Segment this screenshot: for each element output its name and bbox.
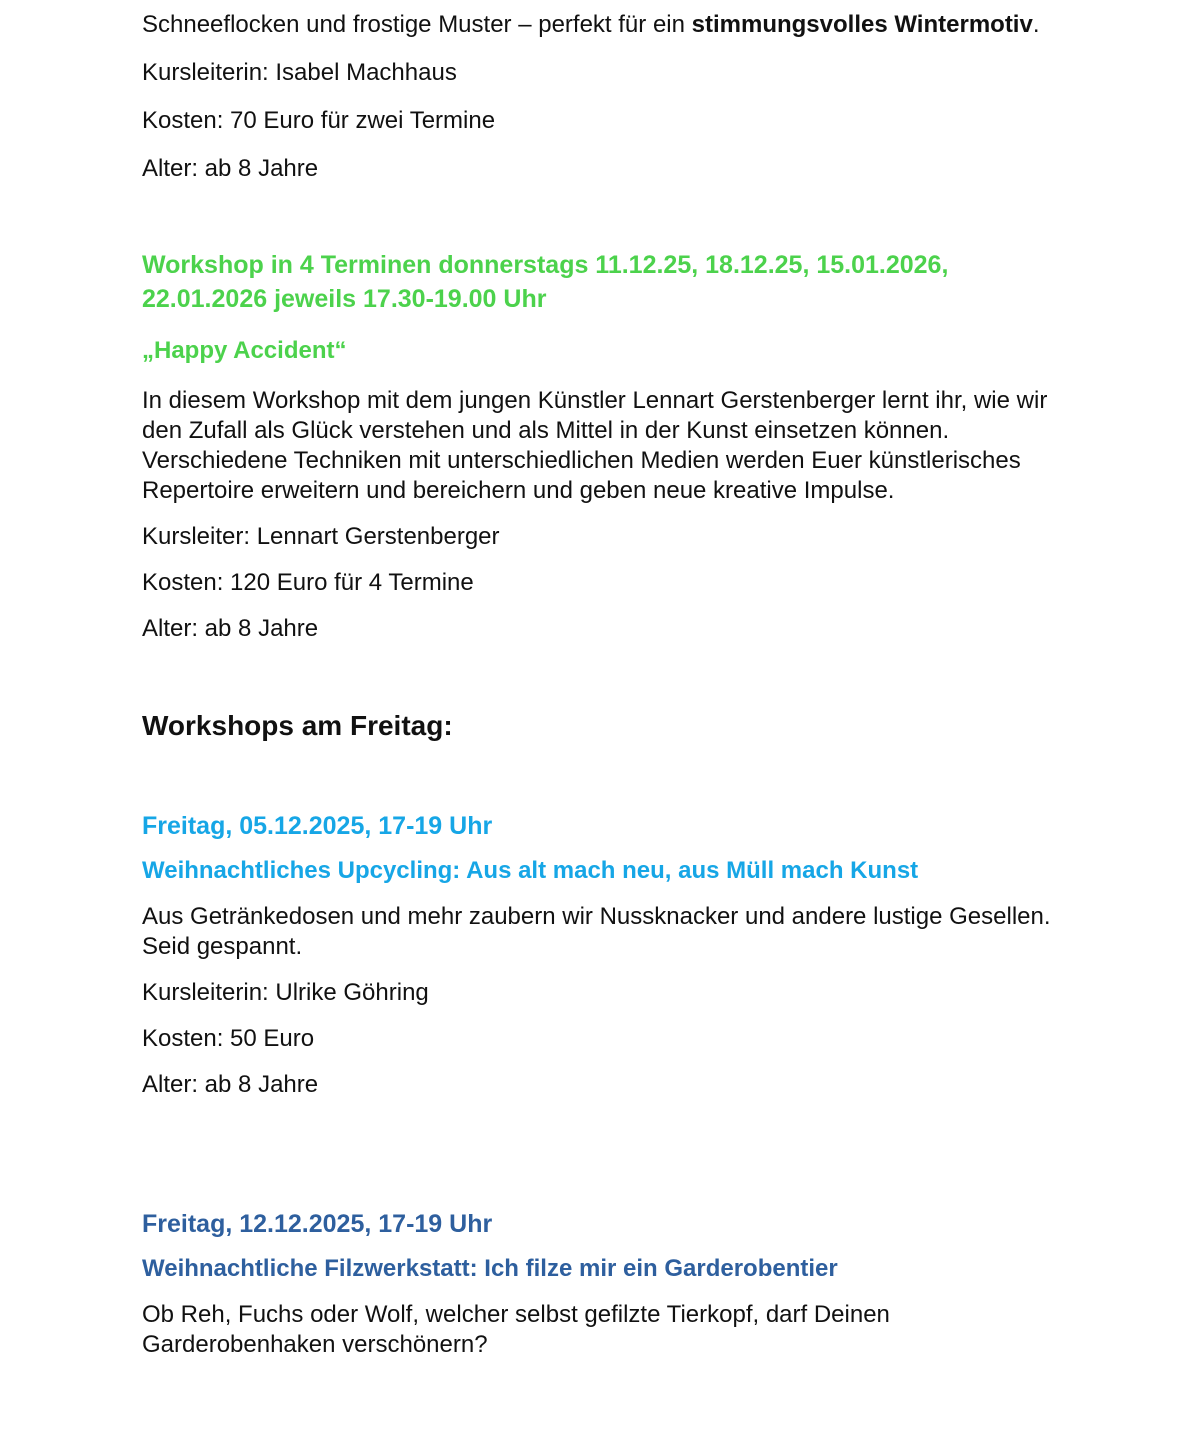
filz-title: Weihnachtliche Filzwerkstatt: Ich filze mir ein Garderobentier bbox=[142, 1255, 838, 1282]
happy-accident-age: Alter: ab 8 Jahre bbox=[142, 615, 319, 642]
filz-date: Freitag, 12.12.2025, 17-19 Uhr bbox=[142, 1210, 493, 1238]
article-content bbox=[142, 10, 1062, 1376]
friday-section-heading: Workshops am Freitag: bbox=[142, 710, 453, 741]
happy-accident-leader: Kursleiter: Lennart Gerstenberger bbox=[142, 523, 500, 550]
intro-text-end: . bbox=[1032, 11, 1040, 38]
happy-accident-title: „Happy Accident“ bbox=[142, 337, 347, 364]
happy-accident-cost: Kosten: 120 Euro für 4 Termine bbox=[142, 569, 474, 596]
happy-accident-description: In diesem Workshop mit dem jungen Künstler Lennart Gerstenberger lernt ihr, wie wir den Zufall als Glück verstehen und als Mittel in der Kunst einsetzen können. Verschiedene Techniken mit unterschiedlichen Medien werden Euer künstlerisches Repertoire erweitern und bereichern und geben neue kreative Impulse. bbox=[142, 387, 1048, 504]
upcycling-age: Alter: ab 8 Jahre bbox=[142, 1071, 319, 1098]
intro-text: Schneeflocken und frostige Muster – perfekt für ein bbox=[142, 11, 692, 38]
upcycling-leader: Kursleiterin: Ulrike Göhring bbox=[142, 979, 429, 1006]
upcycling-cost: Kosten: 50 Euro bbox=[142, 1025, 315, 1052]
intro-bold-text: stimmungsvolles Wintermotiv bbox=[691, 11, 1033, 38]
happy-accident-date: Workshop in 4 Terminen donnerstags 11.12.25, 18.12.25, 15.01.2026, 22.01.2026 jeweils 17.30-19.00 Uhr bbox=[142, 251, 949, 313]
upcycling-title: Weihnachtliches Upcycling: Aus alt mach neu, aus Müll mach Kunst bbox=[142, 857, 919, 884]
winter-leader: Kursleiterin: Isabel Machhaus bbox=[142, 59, 457, 86]
winter-cost: Kosten: 70 Euro für zwei Termine bbox=[142, 107, 496, 134]
intro-paragraph bbox=[142, 10, 1062, 40]
upcycling-date: Freitag, 05.12.2025, 17-19 Uhr bbox=[142, 812, 493, 840]
filz-description: Ob Reh, Fuchs oder Wolf, welcher selbst gefilzte Tierkopf, darf Deinen Garderobenhaken verschönern? bbox=[142, 1301, 890, 1358]
upcycling-description: Aus Getränkedosen und mehr zaubern wir Nussknacker und andere lustige Gesellen. Seid gespannt. bbox=[142, 903, 1051, 960]
winter-age: Alter: ab 8 Jahre bbox=[142, 155, 319, 182]
